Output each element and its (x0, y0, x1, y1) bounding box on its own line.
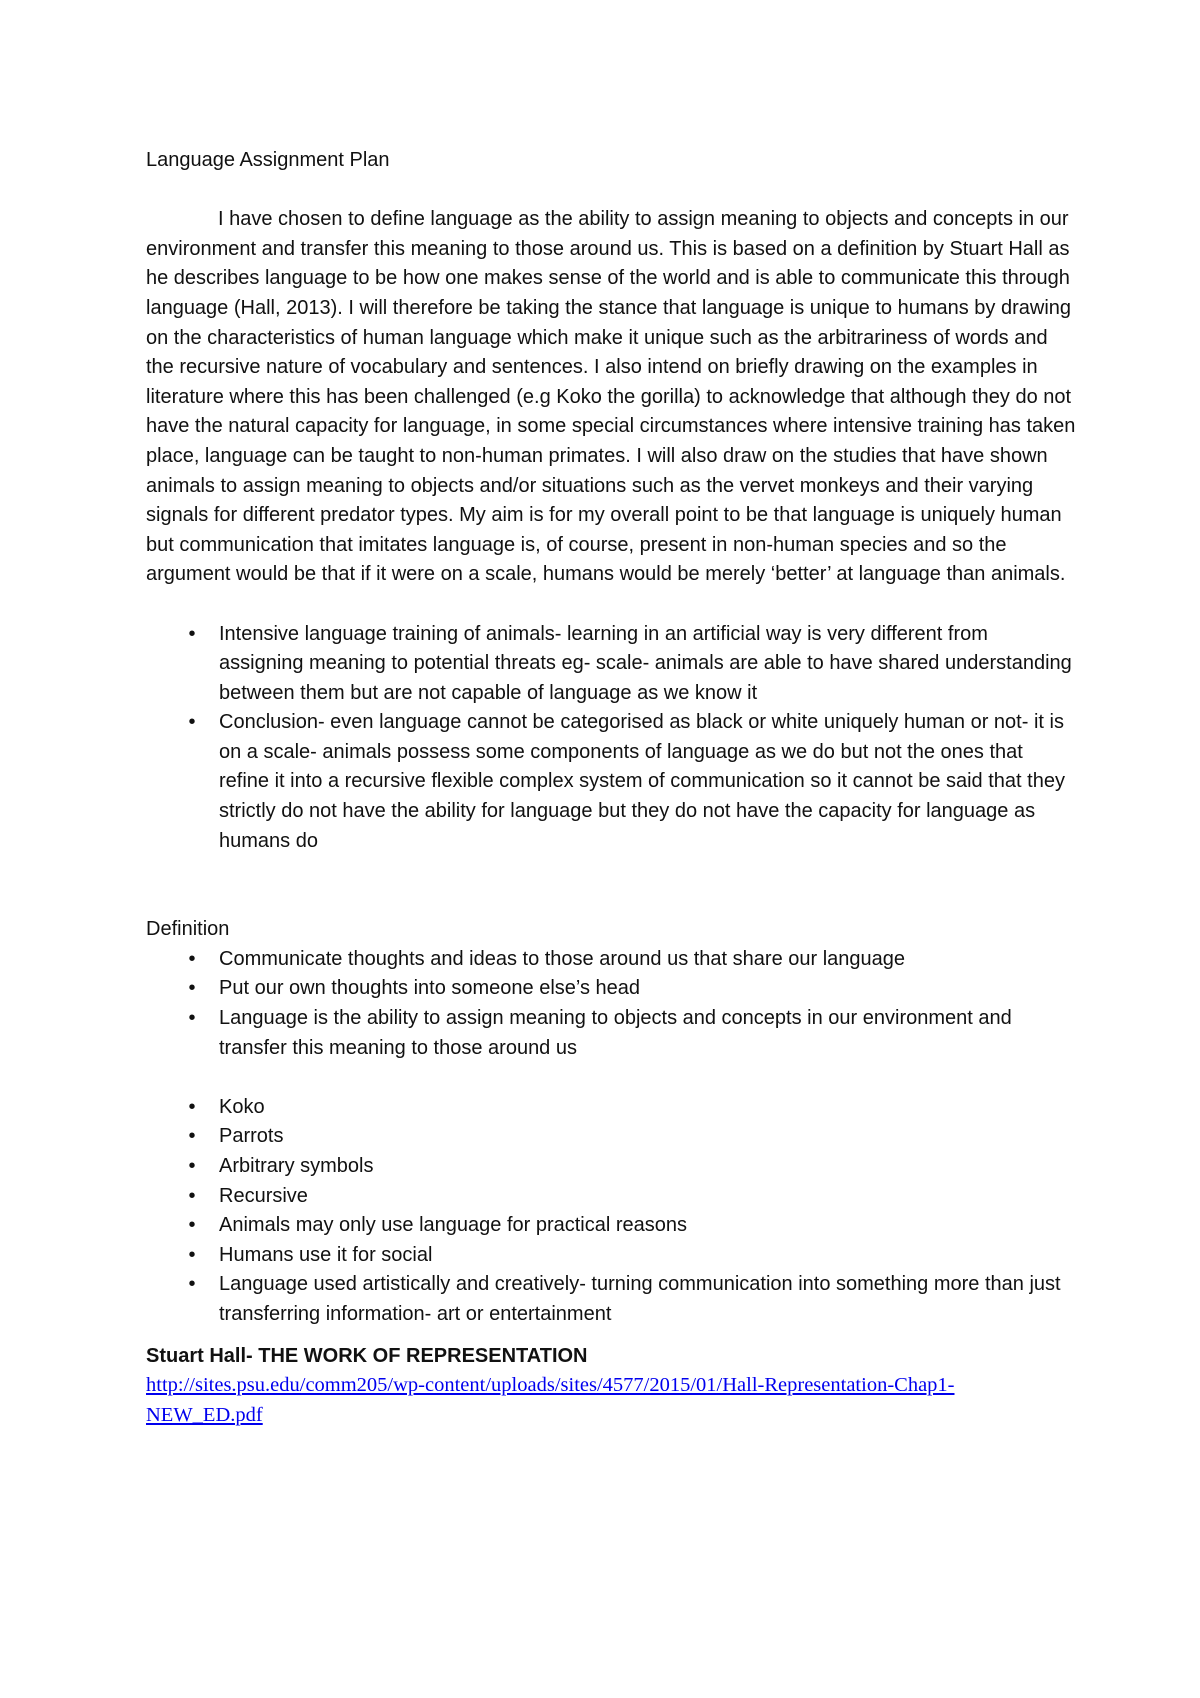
spacer (146, 1063, 1076, 1093)
list-item (146, 708, 1076, 856)
list-item (146, 945, 1076, 975)
bullet-icon: • (188, 1214, 196, 1237)
list-item (146, 620, 1076, 709)
bullet-icon: • (188, 711, 196, 734)
document-page (146, 146, 1076, 1430)
list-item-text: Humans use it for social (219, 1243, 433, 1266)
list-item (146, 1211, 1076, 1241)
list-item (146, 1093, 1076, 1123)
bullet-icon: • (188, 947, 196, 970)
list-item-text: Intensive language training of animals- learning in an artificial way is very different from assigning meaning to potential threats eg- scale- animals are able to have shared understanding between them but are not capable of language as we know it (219, 622, 1072, 704)
document-title: Language Assignment Plan (146, 149, 390, 171)
bullet-icon: • (188, 1095, 196, 1118)
bullet-icon: • (188, 1243, 196, 1266)
list-item-text: Communicate thoughts and ideas to those around us that share our language (219, 947, 906, 970)
list-item-text: Put our own thoughts into someone else’s head (219, 977, 641, 1000)
definition-bullet-list (146, 945, 1076, 1063)
list-item-text: Conclusion- even language cannot be categorised as black or white uniquely human or not- it is on a scale- animals possess some components of language as we do but not the ones that refine it into a recursive flexible complex system of communication so it cannot be said that they strictly do not have the ability for language but they do not have the capacity for language as humans do (219, 711, 1065, 852)
list-item-text: Animals may only use language for practical reasons (219, 1214, 688, 1237)
list-item (146, 1182, 1076, 1212)
spacer (146, 590, 1076, 620)
list-item (146, 1152, 1076, 1182)
list-item (146, 1122, 1076, 1152)
bullet-icon: • (188, 1007, 196, 1030)
list-item-text: Language is the ability to assign meaning to objects and concepts in our environment and transfer this meaning to those around us (219, 1007, 1012, 1059)
topic-bullet-list (146, 1093, 1076, 1330)
list-item (146, 974, 1076, 1004)
bullet-icon: • (188, 1184, 196, 1207)
list-item-text: Koko (219, 1095, 265, 1118)
list-item (146, 1004, 1076, 1063)
definition-heading: Definition (146, 918, 230, 941)
spacer (146, 176, 1076, 206)
list-item (146, 1241, 1076, 1271)
reference-title: Stuart Hall- THE WORK OF REPRESENTATION (146, 1344, 588, 1367)
bullet-icon: • (188, 622, 196, 645)
spacer (146, 1330, 1076, 1342)
bullet-icon: • (188, 1273, 196, 1296)
list-item (146, 1270, 1076, 1329)
spacer (146, 856, 1076, 915)
bullet-icon: • (188, 1155, 196, 1177)
list-item-text: Arbitrary symbols (219, 1155, 374, 1177)
intro-paragraph: I have chosen to define language as the ability to assign meaning to objects and concepts in our environment and transfer this meaning to those around us. This is based on a definition by Stuart Hall as he describes language to be how one makes sense of the world and is able to communicate this through language (Hall, 2013). I will therefore be taking the stance that language is unique to humans by drawing on the characteristics of human language which make it unique such as the arbitrariness of words and the recursive nature of vocabulary and sentences. I also intend on briefly drawing on the examples in literature where this has been challenged (e.g Koko the gorilla) to acknowledge that although they do not have the natural capacity for language, in some special circumstances where intensive training has taken place, language can be taught to non-human primates. I will also draw on the studies that have shown animals to assign meaning to objects and/or situations such as the vervet monkeys and their varying signals for different predator types. My aim is for my overall point to be that language is uniquely human but communication that imitates language is, of course, present in non-human species and so the argument would be that if it were on a scale, humans would be merely ‘better’ at language than animals. (146, 208, 1076, 586)
bullet-icon: • (188, 977, 196, 1000)
list-item-text: Parrots (219, 1125, 284, 1148)
reference-link[interactable]: http://sites.psu.edu/comm205/wp-content/uploads/sites/4577/2015/01/Hall-Representation-Chap1-NEW_ED.pdf (146, 1374, 955, 1426)
list-item-text: Language used artistically and creatively- turning communication into something more than just transferring information- art or entertainment (219, 1273, 1061, 1325)
plan-bullet-list (146, 620, 1076, 857)
bullet-icon: • (188, 1125, 196, 1148)
list-item-text: Recursive (219, 1184, 308, 1207)
